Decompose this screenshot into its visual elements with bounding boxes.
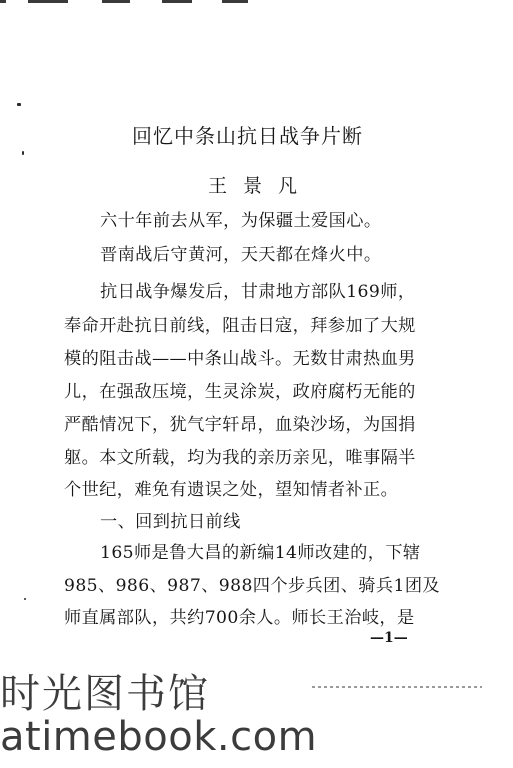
section-heading: 一、回到抗日前线 (100, 512, 241, 532)
text-line: 晋南战后守黄河，天天都在烽火中。 (100, 245, 382, 265)
page-title: 回忆中条山抗日战争片断 (132, 124, 363, 148)
text-line: 抗日战争爆发后，甘肃地方部队169师， (100, 282, 416, 302)
scan-mark (28, 0, 68, 3)
scan-speck (17, 103, 21, 106)
text-line: 985、986、987、988四个步兵团、骑兵1团及 (64, 576, 440, 596)
text-line: 165师是鲁大昌的新编14师改建的，下辖 (100, 543, 421, 563)
scan-mark (222, 0, 248, 3)
scan-mark (162, 0, 192, 3)
author-name: 王景凡 (208, 175, 314, 197)
scan-line (312, 686, 482, 688)
text-line: 师直属部队，共约700余人。师长王治岐，是 (64, 608, 415, 628)
text-line: 严酷情况下，犹气宇轩昂，血染沙场，为国捐 (64, 415, 416, 435)
page-number: —1— (370, 630, 408, 646)
scan-speck (24, 598, 26, 600)
scan-mark (102, 0, 130, 3)
text-line: 儿，在强敌压境，生灵涂炭，政府腐朽无能的 (64, 382, 416, 402)
text-line: 躯。本文所载，均为我的亲历亲见，唯事隔半 (64, 448, 416, 468)
text-line: 个世纪，难免有遗误之处，望知情者补正。 (64, 480, 399, 500)
scan-speck (22, 151, 24, 155)
text-line: 模的阻击战——中条山战斗。无数甘肃热血男 (64, 349, 416, 369)
text-line: 奉命开赴抗日前线，阻击日寇，拜参加了大规 (64, 316, 416, 336)
text-line: 六十年前去从军，为保疆土爱国心。 (100, 211, 382, 231)
watermark-site-name: 时光图书馆 (0, 671, 210, 717)
watermark-url: atimebook.com (0, 714, 318, 760)
scan-mark (0, 0, 6, 3)
